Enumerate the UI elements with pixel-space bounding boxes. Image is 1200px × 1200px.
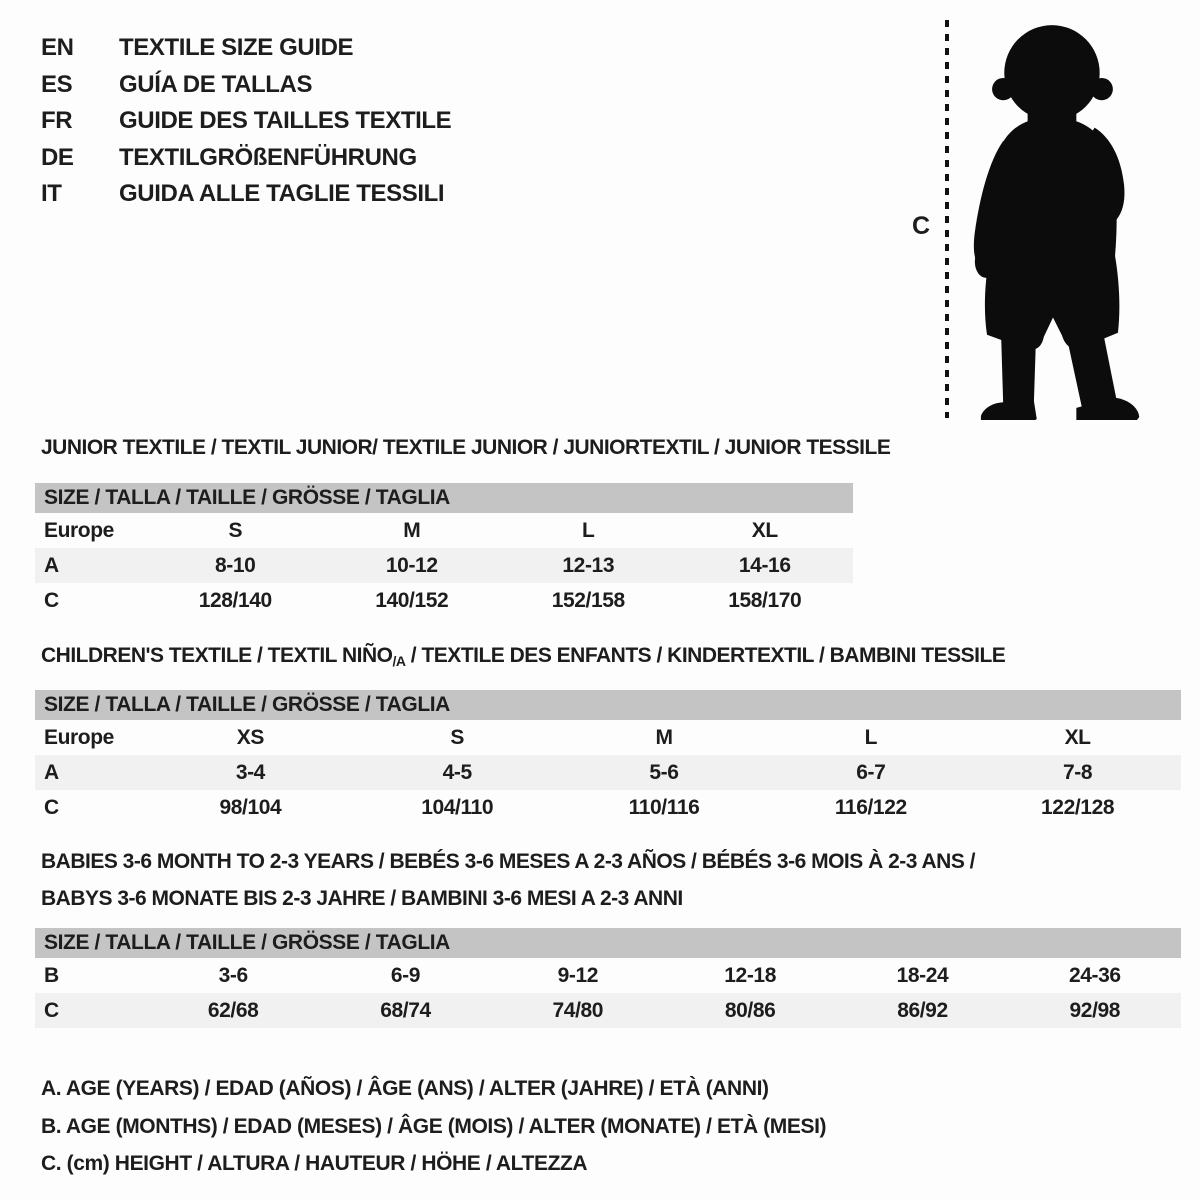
cell: 4-5: [442, 760, 472, 784]
size-header-bar: SIZE / TALLA / TAILLE / GRÖSSE / TAGLIA: [35, 690, 1181, 720]
guide-title: GUIDE DES TAILLES TEXTILE: [119, 107, 452, 134]
table-row: [35, 548, 853, 583]
language-code: IT: [41, 180, 62, 207]
cell: 110/116: [628, 795, 700, 819]
title-part: CHILDREN'S TEXTILE / TEXTIL NIÑO: [41, 644, 393, 667]
guide-title: TEXTILGRÖßENFÜHRUNG: [119, 143, 417, 171]
cell: 98/104: [219, 795, 282, 819]
cell: 7-8: [1063, 760, 1093, 784]
cell: XS: [236, 725, 264, 749]
cell: 12-18: [724, 963, 776, 987]
cell: 6-9: [390, 963, 421, 987]
legend-line-c: C. (cm) HEIGHT / ALTURA / HAUTEUR / HÖHE / ALTEZZA: [41, 1152, 588, 1175]
row-label: C: [44, 795, 59, 819]
row-label: C: [44, 998, 59, 1022]
cell: XL: [751, 518, 778, 542]
junior-size-table: [35, 483, 853, 618]
list-item: [41, 30, 451, 67]
legend-line-a: A. AGE (YEARS) / EDAD (AÑOS) / ÂGE (ANS) / ALTER (JAHRE) / ETÀ (ANNI): [41, 1077, 769, 1100]
babies-section-title-line1: BABIES 3-6 MONTH TO 2-3 YEARS / BEBÉS 3-6 MESES A 2-3 AÑOS / BÉBÉS 3-6 MOIS À 2-3 ANS /: [41, 850, 976, 873]
guide-title: GUIDA ALLE TAGLIE TESSILI: [119, 180, 445, 207]
cell: M: [655, 725, 673, 749]
cell: 80/86: [724, 998, 776, 1022]
cell: 14-16: [738, 553, 791, 577]
cell: 104/110: [421, 795, 494, 819]
list-item: [41, 140, 451, 177]
cell: 152/158: [551, 588, 625, 612]
cell: 6-7: [856, 760, 886, 784]
size-header-bar: SIZE / TALLA / TAILLE / GRÖSSE / TAGLIA: [35, 928, 1181, 958]
cell: L: [864, 725, 877, 749]
language-code: EN: [41, 34, 74, 61]
table-row: [35, 755, 1181, 790]
junior-section-title: JUNIOR TEXTILE / TEXTIL JUNIOR/ TEXTILE JUNIOR / JUNIORTEXTIL / JUNIOR TESSILE: [41, 436, 891, 459]
babies-size-table: [35, 928, 1181, 1028]
cell: 12-13: [562, 553, 615, 577]
guide-title: GUÍA DE TALLAS: [119, 70, 313, 98]
cell: 116/122: [834, 795, 907, 819]
cell: L: [582, 518, 595, 542]
cell: M: [403, 518, 421, 542]
height-measure-line: [944, 20, 950, 418]
size-header-bar: SIZE / TALLA / TAILLE / GRÖSSE / TAGLIA: [35, 483, 853, 513]
cell: 158/170: [728, 588, 802, 612]
cell: 5-6: [649, 760, 679, 784]
cell: S: [450, 725, 464, 749]
cell: 10-12: [385, 553, 438, 577]
table-row: [35, 790, 1181, 825]
row-label: B: [44, 963, 59, 987]
list-item: [41, 176, 451, 213]
row-label: Europe: [44, 725, 114, 749]
language-code: FR: [41, 107, 73, 134]
cell: 18-24: [896, 963, 949, 987]
row-label: A: [44, 760, 59, 784]
legend-line-b: B. AGE (MONTHS) / EDAD (MESES) / ÂGE (MOIS) / ALTER (MONATE) / ETÀ (MESI): [41, 1114, 827, 1138]
row-label: C: [44, 588, 59, 612]
cell: 62/68: [207, 998, 259, 1022]
cell: 24-36: [1068, 963, 1121, 987]
babies-section-title-line2: BABYS 3-6 MONATE BIS 2-3 JAHRE / BAMBINI 3-6 MESI A 2-3 ANNI: [41, 887, 683, 910]
cell: 3-6: [218, 963, 248, 987]
table-row: [35, 720, 1181, 755]
cell: 3-4: [235, 760, 265, 784]
language-code: DE: [41, 143, 74, 171]
guide-title: TEXTILE SIZE GUIDE: [119, 34, 354, 61]
height-measure-label: C: [912, 212, 930, 240]
cell: 8-10: [215, 553, 256, 577]
language-code: ES: [41, 70, 73, 98]
cell: S: [228, 518, 243, 542]
cell: 140/152: [375, 588, 449, 612]
cell: 68/74: [380, 998, 431, 1022]
children-size-table: [35, 690, 1181, 825]
cell: XL: [1064, 725, 1091, 749]
measurement-legend: [41, 1070, 826, 1183]
cell: 74/80: [552, 998, 604, 1022]
cell: 92/98: [1069, 998, 1121, 1022]
table-row: [35, 583, 853, 618]
row-label: Europe: [44, 518, 114, 542]
title-subscript: /A: [392, 653, 406, 669]
cell: 86/92: [897, 998, 948, 1022]
list-item: [41, 103, 451, 140]
table-row: [35, 513, 853, 548]
cell: 9-12: [557, 963, 599, 987]
table-row: [35, 958, 1181, 993]
language-title-list: [41, 30, 451, 213]
children-section-title: [41, 644, 1005, 669]
table-row: [35, 993, 1181, 1028]
toddler-silhouette-icon: [962, 14, 1146, 420]
title-part: / TEXTILE DES ENFANTS / KINDERTEXTIL / BAMBINI TESSILE: [405, 644, 1006, 667]
cell: 122/128: [1041, 795, 1115, 819]
row-label: A: [44, 553, 59, 577]
cell: 128/140: [198, 588, 272, 612]
list-item: [41, 67, 451, 104]
